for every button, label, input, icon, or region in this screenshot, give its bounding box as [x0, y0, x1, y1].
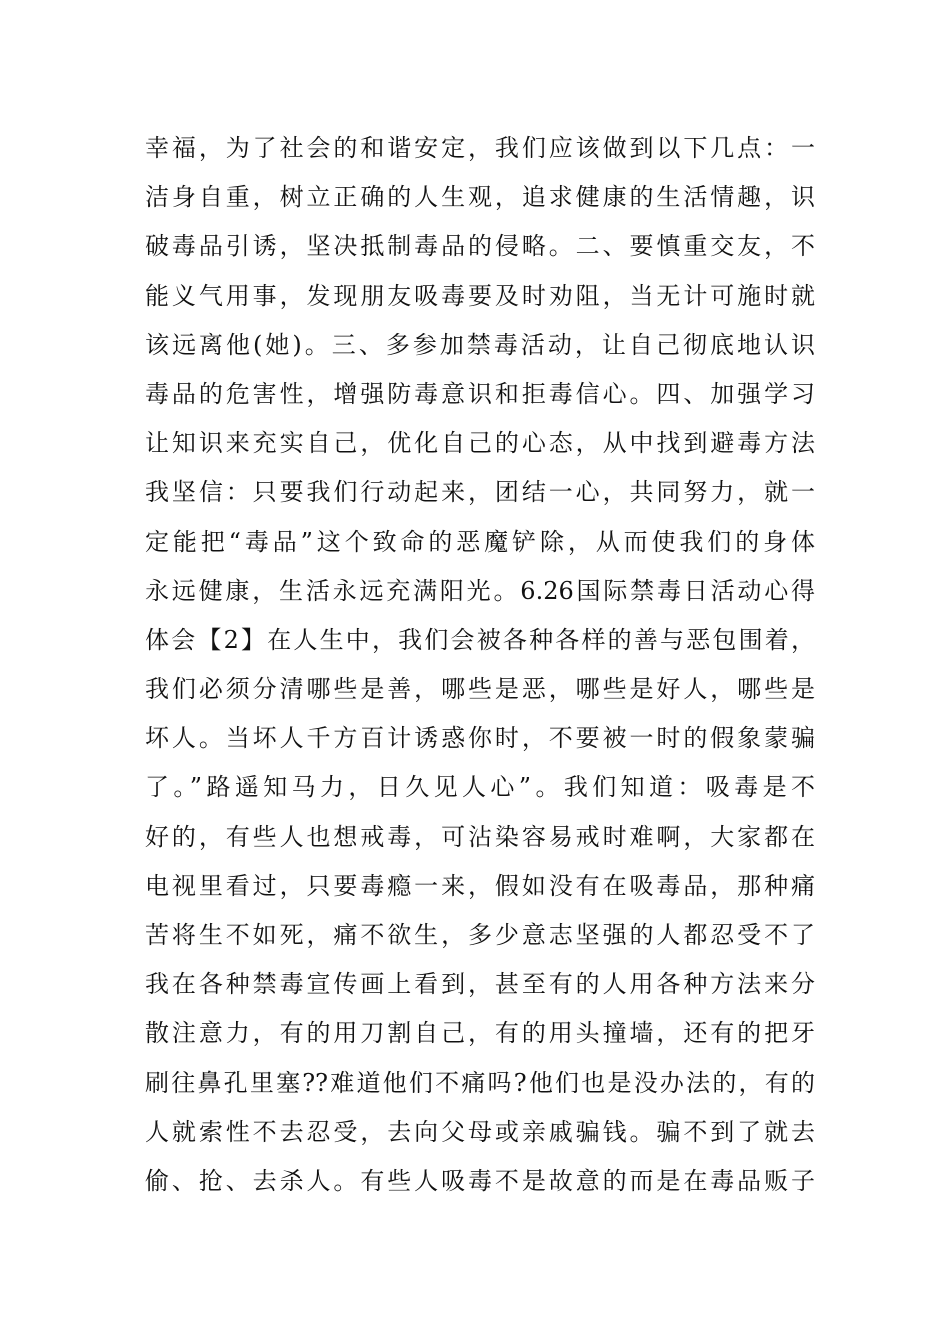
- text-line: 偷、抢、去杀人。有些人吸毒不是故意的而是在毒品贩子: [145, 1166, 815, 1195]
- text-line: 能义气用事，发现朋友吸毒要及时劝阻，当无计可施时就: [145, 281, 815, 310]
- text-line: 让知识来充实自己，优化自己的心态，从中找到避毒方法: [145, 429, 815, 458]
- text-line: 该远离他(她)。三、多参加禁毒活动，让自己彻底地认识: [145, 330, 815, 359]
- text-line: 体会【2】在人生中，我们会被各种各样的善与恶包围着，: [145, 625, 815, 654]
- body-text: [145, 124, 815, 1206]
- text-line: 我们必须分清哪些是善，哪些是恶，哪些是好人，哪些是: [145, 675, 815, 704]
- text-line: 电视里看过，只要毒瘾一来，假如没有在吸毒品，那种痛: [145, 871, 815, 900]
- text-line: 我坚信：只要我们行动起来，团结一心，共同努力，就一: [145, 478, 815, 507]
- text-line: 了。”路遥知马力，日久见人心”。我们知道：吸毒是不: [145, 773, 815, 802]
- text-line: 散注意力，有的用刀割自己，有的用头撞墙，还有的把牙: [145, 1019, 815, 1048]
- text-line: 幸福，为了社会的和谐安定，我们应该做到以下几点：一: [145, 134, 815, 162]
- text-line: 苦将生不如死，痛不欲生，多少意志坚强的人都忍受不了: [145, 921, 815, 949]
- text-line: 好的，有些人也想戒毒，可沾染容易戒时难啊，大家都在: [145, 822, 815, 851]
- text-line: 永远健康，生活永远充满阳光。6.26国际禁毒日活动心得: [145, 576, 815, 605]
- text-line: 人就索性不去忍受，去向父母或亲戚骗钱。骗不到了就去: [145, 1117, 815, 1146]
- text-line: 定能把“毒品”这个致命的恶魔铲除，从而使我们的身体: [145, 527, 815, 556]
- text-line: 我在各种禁毒宣传画上看到，甚至有的人用各种方法来分: [145, 970, 815, 999]
- text-line: 破毒品引诱，坚决抵制毒品的侵略。二、要慎重交友，不: [145, 232, 815, 261]
- text-line: 坏人。当坏人千方百计诱惑你时，不要被一时的假象蒙骗: [145, 724, 815, 753]
- text-line: 毒品的危害性，增强防毒意识和拒毒信心。四、加强学习: [145, 379, 815, 408]
- text-line: 刷往鼻孔里塞??难道他们不痛吗?他们也是没办法的，有的: [145, 1068, 815, 1097]
- text-line: 洁身自重，树立正确的人生观，追求健康的生活情趣，识: [145, 183, 815, 212]
